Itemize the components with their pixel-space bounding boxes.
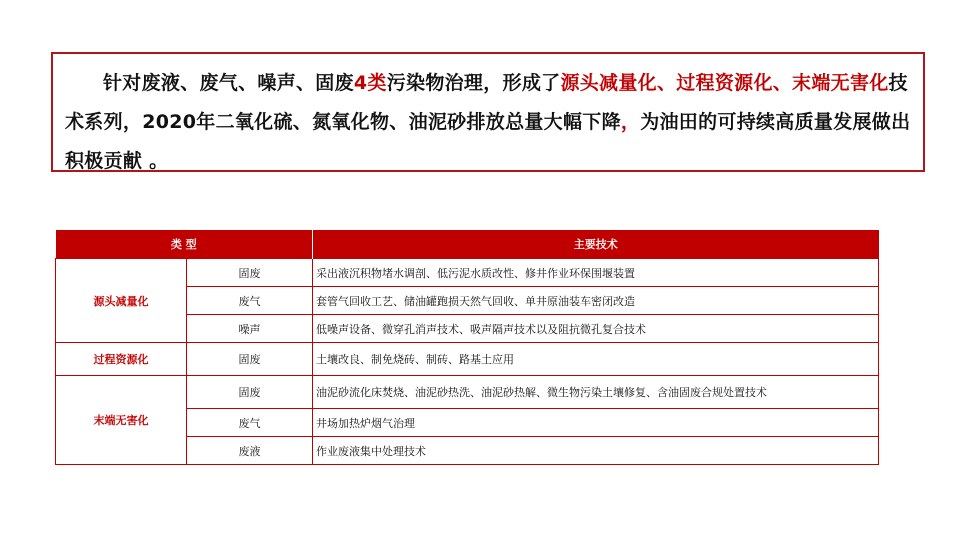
subtype-cell: 废气 xyxy=(187,409,313,437)
header-type: 类 型 xyxy=(56,230,313,259)
tech-cell: 土壤改良、制免烧砖、制砖、路基土应用 xyxy=(313,343,879,376)
subtype-cell: 废气 xyxy=(187,287,313,315)
header-tech: 主要技术 xyxy=(313,230,879,259)
table-row xyxy=(56,343,879,376)
tech-cell: 油泥砂流化床焚烧、油泥砂热洗、油泥砂热解、微生物污染土壤修复、含油固废合规处置技术 xyxy=(313,376,879,409)
category-cell: 源头减量化 xyxy=(56,259,187,343)
technology-table xyxy=(55,230,879,465)
summary-highlight: 源头减量化、过程资源化、末端无害化 xyxy=(560,72,889,94)
tech-cell: 采出液沉积物堵水调剖、低污泥水质改性、修井作业环保围堰装置 xyxy=(313,259,879,287)
summary-part: 污染物治理，形成了 xyxy=(386,72,561,94)
category-cell: 过程资源化 xyxy=(56,343,187,376)
tech-cell: 低噪声设备、微穿孔消声技术、吸声隔声技术以及阻抗微孔复合技术 xyxy=(313,315,879,343)
subtype-cell: 固废 xyxy=(187,376,313,409)
table-header-row xyxy=(56,230,879,259)
tech-cell: 套管气回收工艺、储油罐跑损天然气回收、单井原油装车密闭改造 xyxy=(313,287,879,315)
subtype-cell: 固废 xyxy=(187,259,313,287)
summary-text-box xyxy=(51,52,925,172)
category-cell: 末端无害化 xyxy=(56,376,187,465)
summary-highlight: 4类 xyxy=(353,72,387,94)
subtype-cell: 废液 xyxy=(187,437,313,465)
subtype-cell: 噪声 xyxy=(187,315,313,343)
summary-highlight: ， xyxy=(620,111,641,133)
summary-part: 技术系列，2020年二氧化硫、氮氧化物、油泥砂排放总量大幅下降 xyxy=(65,72,908,133)
summary-part: 为油田的可持续高质量发展做出积极贡献 。 xyxy=(65,111,911,172)
summary-part: 针对废液、废气、噪声、固废 xyxy=(103,72,354,94)
tech-cell: 井场加热炉烟气治理 xyxy=(313,409,879,437)
tech-cell: 作业废液集中处理技术 xyxy=(313,437,879,465)
table-row xyxy=(56,376,879,409)
subtype-cell: 固废 xyxy=(187,343,313,376)
table-row xyxy=(56,259,879,287)
